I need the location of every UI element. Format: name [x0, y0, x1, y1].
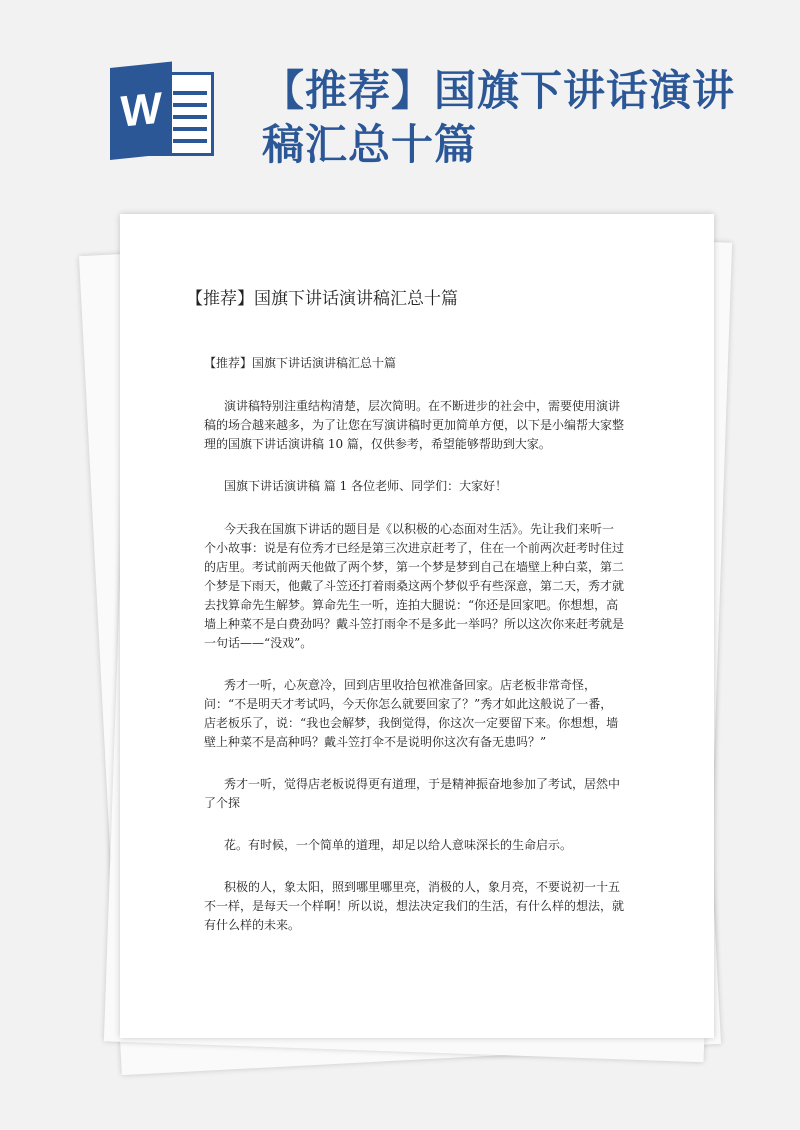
paragraph: 积极的人，象太阳，照到哪里哪里亮，消极的人，象月亮，不要说初一十五不一样，是每天一个样啊！所以说，想法决定我们的生活，有什么样的想法，就有什么样的未来。	[204, 880, 625, 932]
document-body	[204, 354, 624, 958]
paragraph: 秀才一听，心灰意冷，回到店里收拾包袱准备回家。店老板非常奇怪，问：“不是明天才考试吗，今天你怎么就要回家了？”秀才如此这般说了一番，店老板乐了，说：“我也会解梦，我倒觉得，你这次一定要留下来。你想想，墙壁上种菜不是高种吗？戴斗笠打伞不是说明你这次有备无患吗？”	[204, 678, 619, 749]
banner-title: 【推荐】国旗下讲话演讲稿汇总十篇	[262, 66, 736, 169]
document-subtitle: 【推荐】国旗下讲话演讲稿汇总十篇	[204, 356, 397, 370]
paragraph: 演讲稿特别注重结构清楚，层次简明。在不断进步的社会中，需要使用演讲稿的场合越来越多，为了让您在写演讲稿时更加简单方便，以下是小编帮大家整理的国旗下讲话演讲稿 10 篇，仅供参考，希望能够帮助到大家。	[204, 399, 625, 451]
paragraph: 国旗下讲话演讲稿 篇 1 各位老师、同学们：大家好！	[224, 479, 508, 493]
document-title: 【推荐】国旗下讲话演讲稿汇总十篇	[186, 289, 458, 309]
word-logo: W	[110, 61, 172, 160]
word-document-icon	[110, 68, 218, 160]
paragraph: 花。有时候，一个简单的道理，却足以给人意味深长的生命启示。	[224, 838, 573, 852]
paragraph: 今天我在国旗下讲话的题目是《以积极的心态面对生活》。先让我们来听一个小故事：说是有位秀才已经是第三次进京赶考了，住在一个前两次赶考时住过的店里。考试前两天他做了两个梦，第一个梦是梦到自己在墙壁上种白菜，第二个梦是下雨天，他戴了斗笠还打着雨桑这两个梦似乎有些深意，第二天，秀才就去找算命先生解梦。算命先生一听，连拍大腿说：“你还是回家吧。你想想，高墙上种菜不是白费劲吗？戴斗笠打雨伞不是多此一举吗？所以这次你来赶考就是一句话——“没戏”。	[204, 522, 625, 650]
paragraph: 秀才一听，觉得店老板说得更有道理，于是精神振奋地参加了考试，居然中了个探	[204, 777, 621, 810]
document-page	[120, 214, 714, 1038]
